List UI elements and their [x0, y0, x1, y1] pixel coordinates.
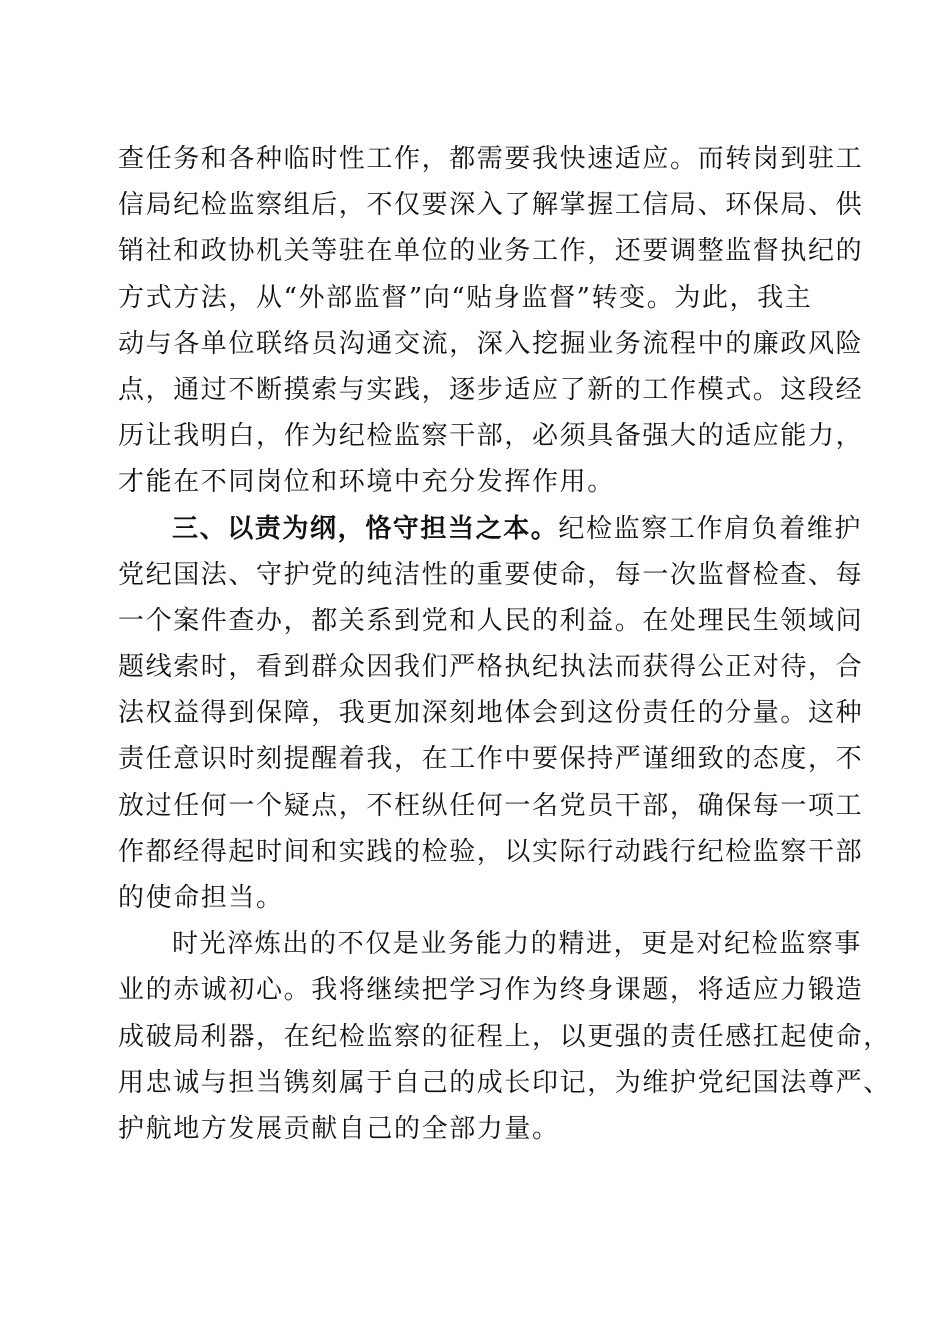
text-line: 动与各单位联络员沟通交流，深入挖掘业务流程中的廉政风险: [118, 328, 864, 359]
text-line: 法权益得到保障，我更加深刻地体会到这份责任的分量。这种: [118, 698, 864, 729]
text-line: 点，通过不断摸索与实践，逐步适应了新的工作模式。这段经: [118, 374, 864, 405]
document-body: [118, 136, 891, 1152]
text-line: 查任务和各种临时性工作，都需要我快速适应。而转岗到驻工: [118, 144, 864, 174]
text-line: 放过任何一个疑点，不枉纵任何一名党员干部，确保每一项工: [118, 790, 864, 821]
text-line: 党纪国法、守护党的纯洁性的重要使命，每一次监督检查、每: [118, 559, 864, 590]
text-line: 的使命担当。: [118, 883, 284, 913]
text-line-first: 时光淬炼出的不仅是业务能力的精进，更是对纪检监察事: [172, 929, 863, 960]
text-line: 才能在不同岗位和环境中充分发挥作用。: [118, 467, 615, 498]
text-line: 护航地方发展贡献自己的全部力量。: [118, 1113, 560, 1144]
text-line: 用忠诚与担当镌刻属于自己的成长印记，为维护党纪国法尊严、: [118, 1067, 891, 1098]
text-line: 业的赤诚初心。我将继续把学习作为终身课题，将适应力锻造: [118, 975, 864, 1006]
text-run: 纪检监察工作肩负着维护: [558, 513, 863, 544]
text-line: 成破局利器，在纪检监察的征程上，以更强的责任感扛起使命，: [118, 1021, 891, 1052]
paragraph-2: [118, 506, 864, 922]
text-line-first: [118, 506, 863, 552]
text-line: 信局纪检监察组后，不仅要深入了解掌握工信局、环保局、供: [118, 190, 864, 221]
text-line: 历让我明白，作为纪检监察干部，必须具备强大的适应能力，: [118, 421, 864, 452]
text-line: 责任意识时刻提醒着我，在工作中要保持严谨细致的态度，不: [118, 744, 864, 775]
paragraph-3: [118, 921, 891, 1152]
text-line: 销社和政协机关等驻在单位的业务工作，还要调整监督执纪的: [118, 236, 864, 267]
text-line: 一个案件查办，都关系到党和人民的利益。在处理民生领域问: [118, 605, 864, 636]
text-line: 作都经得起时间和实践的检验，以实际行动践行纪检监察干部: [118, 836, 864, 867]
text-line: 题线索时，看到群众因我们严格执纪执法而获得公正对待，合: [118, 652, 864, 683]
text-line: 方式方法，从“外部监督”向“贴身监督”转变。为此，我主: [118, 282, 813, 313]
paragraph-1: [118, 136, 864, 506]
section-heading: 三、以责为纲，恪守担当之本。: [172, 513, 559, 544]
